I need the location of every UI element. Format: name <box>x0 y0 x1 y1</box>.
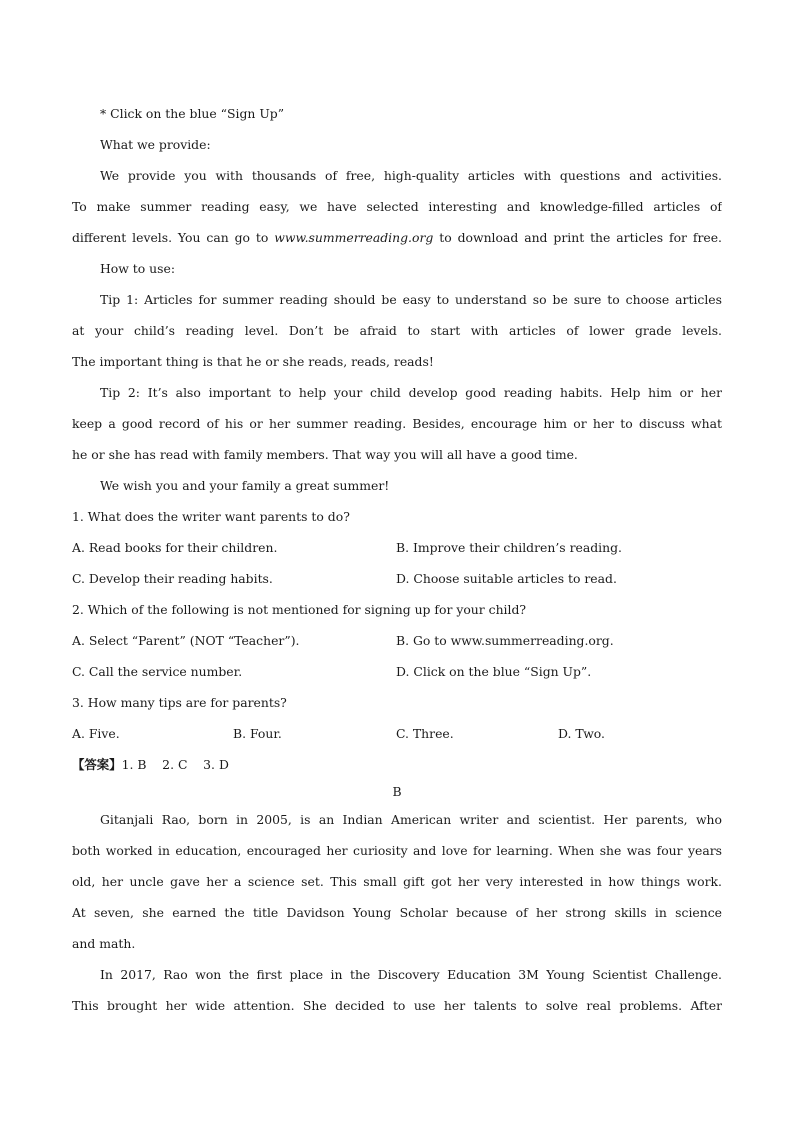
question-1-option-a[interactable]: A. Read books for their children. <box>72 540 278 555</box>
question-1-stem: 1. What does the writer want parents to do? <box>72 509 350 524</box>
tip1-line-2: at your child’s reading level. Don’t be afraid to start with articles of lower grade levels. <box>72 323 722 338</box>
tip2-line-2: keep a good record of his or her summer reading. Besides, encourage him or her to discuss what <box>72 416 722 431</box>
answer-line <box>72 749 722 780</box>
provide-line-3 <box>72 222 722 253</box>
question-2-option-c[interactable]: C. Call the service number. <box>72 664 243 679</box>
question-2-stem: 2. Which of the following is not mentioned for signing up for your child? <box>72 602 527 617</box>
section-b-p1-line-4: At seven, she earned the title Davidson Young Scholar because of her strong skills in science <box>72 905 722 920</box>
section-b-p1-line-5: and math. <box>72 936 136 951</box>
question-3-option-c[interactable]: C. Three. <box>396 726 454 741</box>
document-page <box>72 98 722 1021</box>
answer-text: 1. B 2. C 3. D <box>121 757 229 772</box>
tip1-line-1: Tip 1: Articles for summer reading should be easy to understand so be sure to choose articles <box>100 292 722 307</box>
question-1-option-c[interactable]: C. Develop their reading habits. <box>72 571 273 586</box>
tip2-line-3: he or she has read with family members. That way you will all have a good time. <box>72 447 578 462</box>
section-b-p2-line-2: This brought her wide attention. She decided to use her talents to solve real problems. After <box>72 998 722 1013</box>
howto-heading: How to use: <box>100 261 176 276</box>
question-2-options-row-2 <box>72 656 722 687</box>
question-2-option-b[interactable]: B. Go to www.summerreading.org. <box>396 633 614 648</box>
summerreading-link[interactable]: www.summerreading.org <box>274 230 434 245</box>
provide-line-1: We provide you with thousands of free, high-quality articles with questions and activities. <box>100 168 722 183</box>
question-3-stem: 3. How many tips are for parents? <box>72 695 287 710</box>
question-3-option-a[interactable]: A. Five. <box>72 726 120 741</box>
section-b-heading: B <box>392 784 402 799</box>
question-1-options-row-1 <box>72 532 722 563</box>
question-2-options-row-1 <box>72 625 722 656</box>
question-1-options-row-2 <box>72 563 722 594</box>
question-3-option-b[interactable]: B. Four. <box>233 726 282 741</box>
section-b-p1-line-2: both worked in education, encouraged her curiosity and love for learning. When she was four years <box>72 843 722 858</box>
tip1-line-3: The important thing is that he or she reads, reads, reads! <box>72 354 434 369</box>
question-1-option-d[interactable]: D. Choose suitable articles to read. <box>396 571 617 586</box>
tip2-line-1: Tip 2: It’s also important to help your child develop good reading habits. Help him or her <box>100 385 722 400</box>
answer-label: 【答案】 <box>72 757 122 772</box>
provide-heading: What we provide: <box>100 137 211 152</box>
section-b-p1-line-3: old, her uncle gave her a science set. This small gift got her very interested in how things work. <box>72 874 722 889</box>
question-1-option-b[interactable]: B. Improve their children’s reading. <box>396 540 622 555</box>
section-b-p2-line-1: In 2017, Rao won the first place in the Discovery Education 3M Young Scientist Challenge. <box>100 967 722 982</box>
closing-line: We wish you and your family a great summer! <box>100 478 390 493</box>
question-2-option-d[interactable]: D. Click on the blue “Sign Up”. <box>396 664 592 679</box>
question-3-options-row <box>72 718 722 749</box>
section-b-p1-line-1: Gitanjali Rao, born in 2005, is an Indian American writer and scientist. Her parents, who <box>100 812 722 827</box>
provide-line-3-pre: different levels. You can go to <box>72 230 275 245</box>
question-2-option-a[interactable]: A. Select “Parent” (NOT “Teacher”). <box>72 633 300 648</box>
provide-line-3-post: to download and print the articles for free. <box>433 230 722 245</box>
signup-step: * Click on the blue “Sign Up” <box>100 106 285 121</box>
provide-line-2: To make summer reading easy, we have selected interesting and knowledge-filled articles of <box>72 199 722 214</box>
question-3-option-d[interactable]: D. Two. <box>558 726 605 741</box>
